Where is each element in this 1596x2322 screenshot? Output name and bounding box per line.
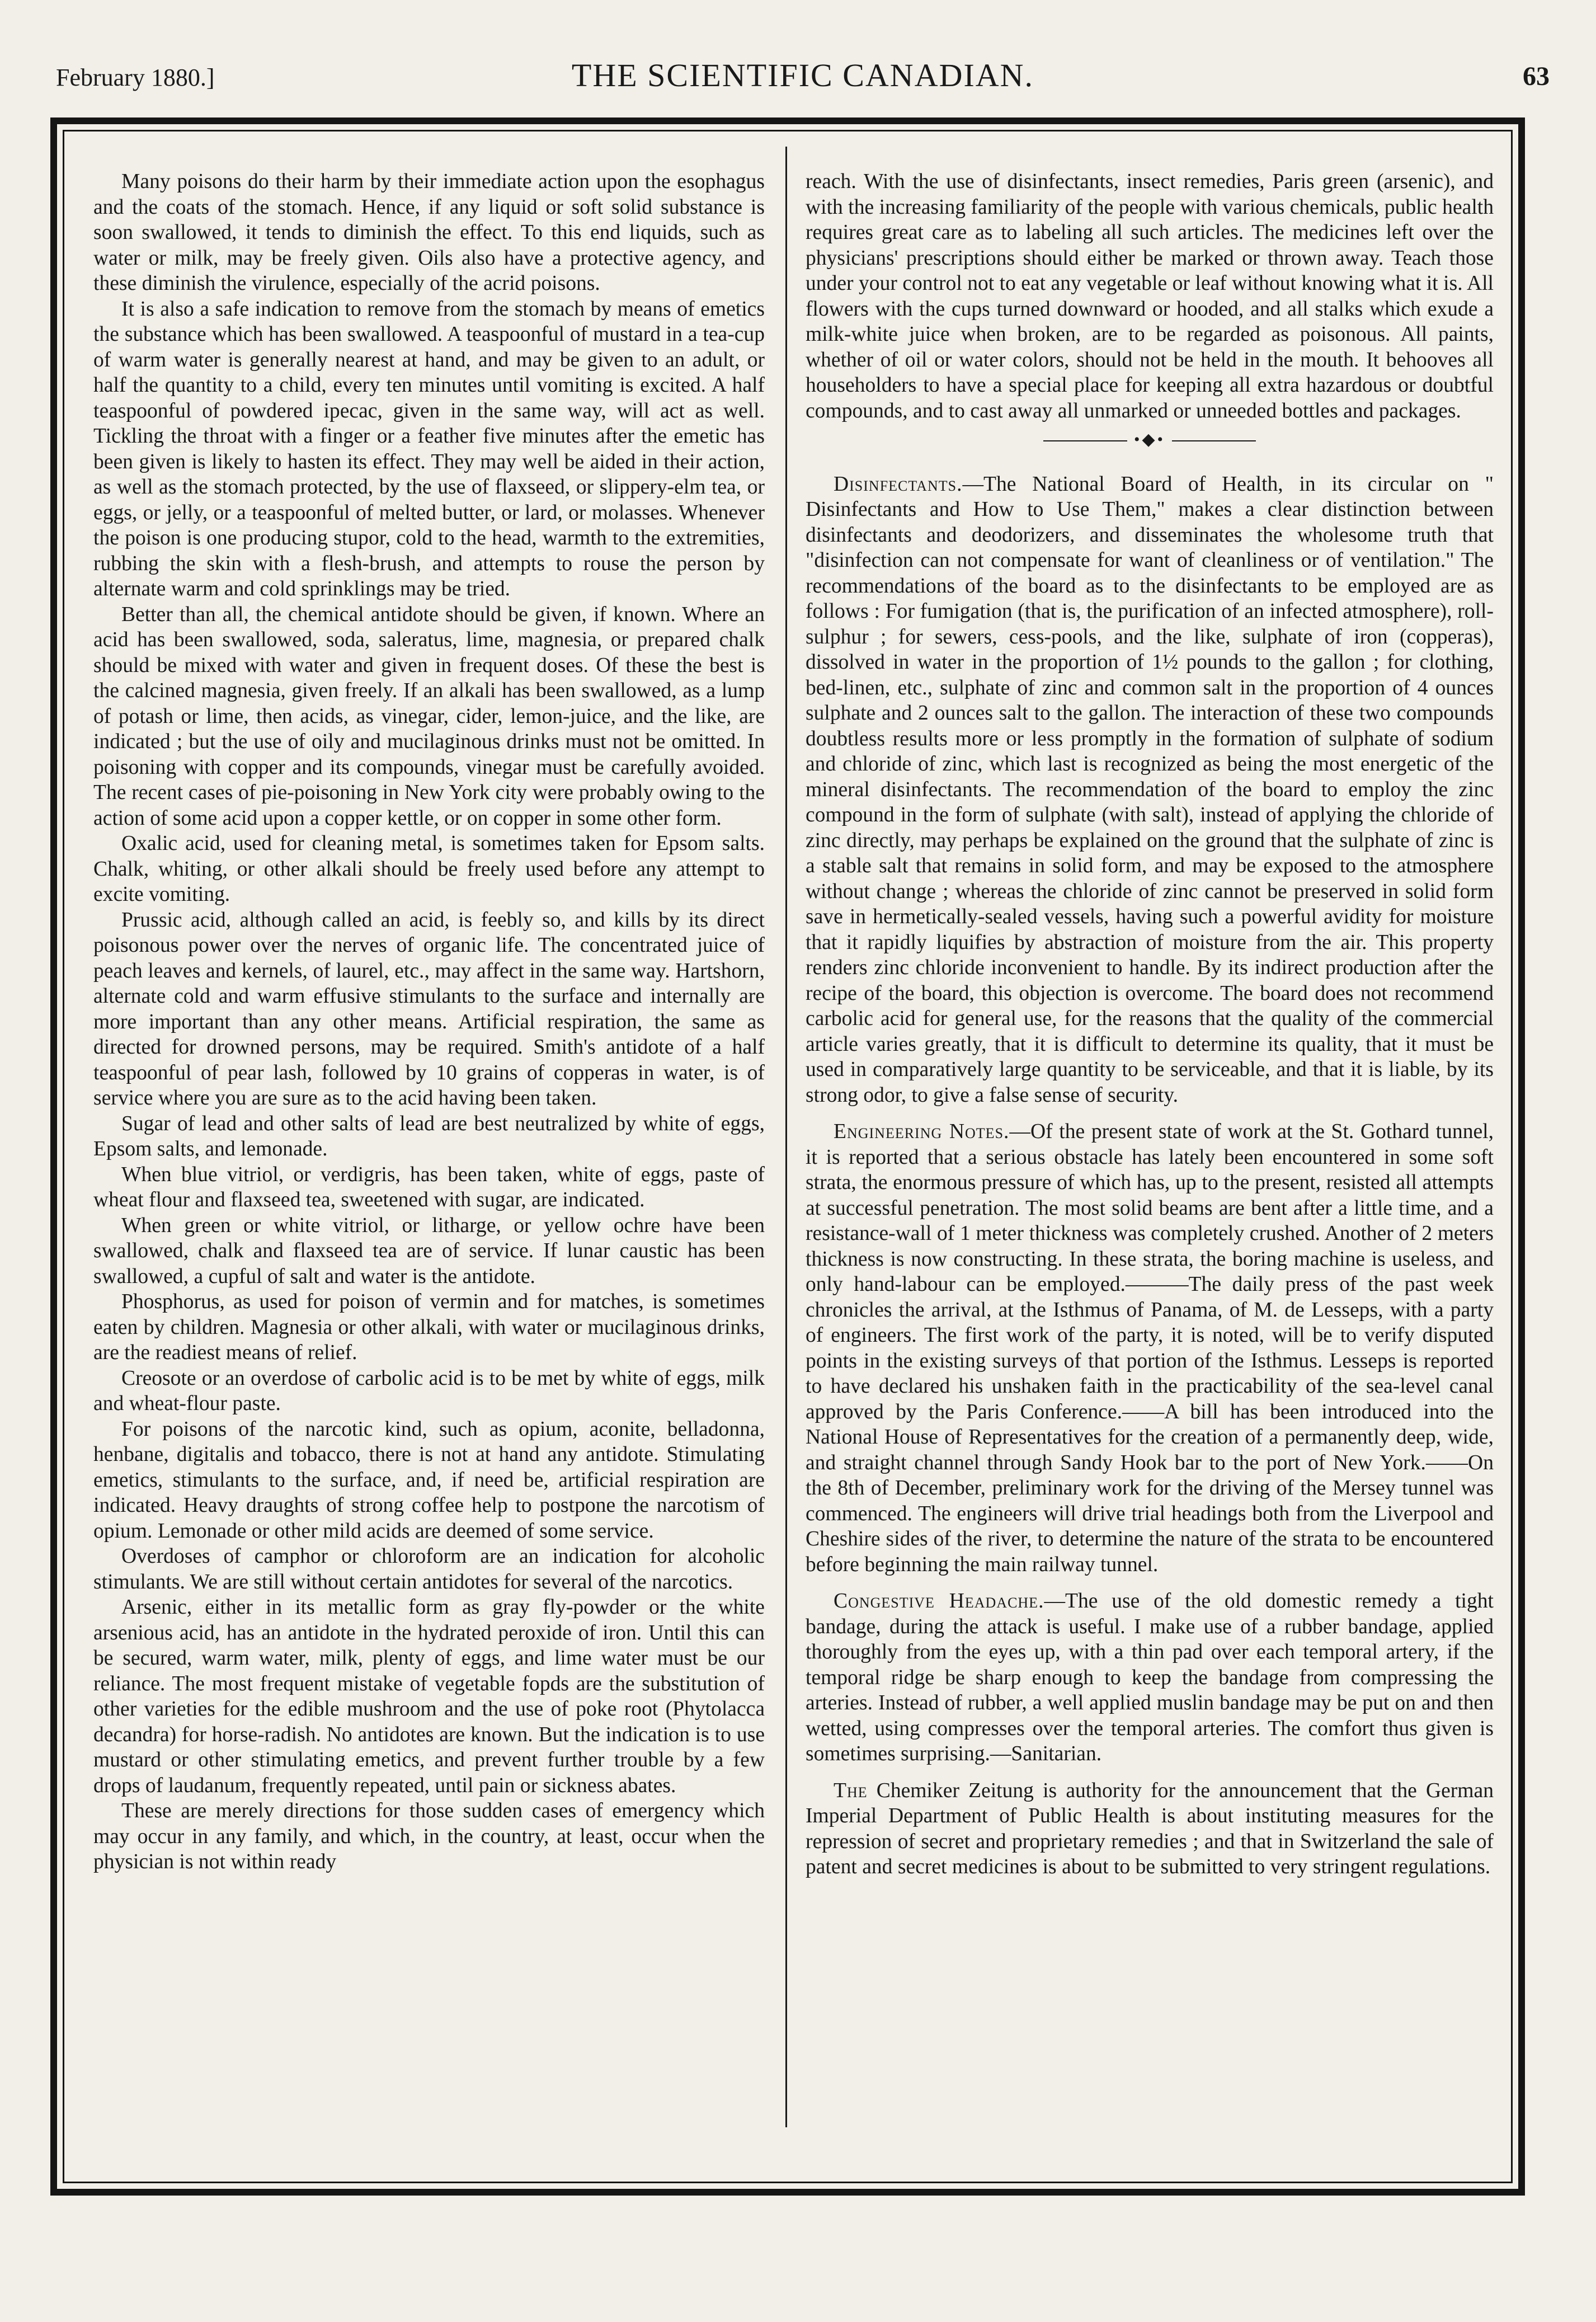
page-frame xyxy=(50,117,1525,2196)
paragraph: Oxalic acid, used for cleaning metal, is sometimes taken for Epsom salts. Chalk, whiting, or other alkali should be freely used before any attempt to excite vomiting. xyxy=(93,832,765,906)
article-heading: The xyxy=(834,1779,868,1802)
paragraph: Better than all, the chemical antidote should be given, if known. Where an acid has been swallowed, soda, saleratus, lime, magnesia, or prepared chalk should be mixed with water and given in frequent doses. Of these the best is the calcined magnesia, given freely. If an alkali has been swallowed, as a lump of potash or lime, then acids, as vinegar, cider, lemon-juice, and the like, are indicated ; but the use of oily and mucilaginous drinks must not be omitted. In poisoning with copper and its compounds, vinegar must be carefully avoided. The recent cases of pie-poisoning in New York city were probably owing to the action of some acid upon a copper kettle, or on copper in some other form. xyxy=(93,603,765,830)
paragraph: Many poisons do their harm by their immediate action upon the esophagus and the coats of the stomach. Hence, if any liquid or soft solid substance is soon swallowed, it tends to diminish the effect. To this end liquids, such as water or milk, may be freely given. Oils also have a protective agency, and these diminish the virulence, especially of the acrid poisons. xyxy=(93,170,765,295)
paragraph: Prussic acid, although called an acid, is feebly so, and kills by its direct poisonous power over the nerves of organic life. The concentrated juice of peach leaves and kernels, of laurel, etc., may affect in the same way. Hartshorn, alternate cold and warm effusive stimulants to the surface and internally are more important than any other means. Artificial respiration, the same as directed for drowned persons, may be required. Smith's antidote of a half teaspoonful of pear lash, followed by 10 grains of copperas in water, is of service where you are sure as to the acid having been taken. xyxy=(93,908,765,1110)
issue-date: February 1880.] xyxy=(56,64,215,91)
article-body: —The National Board of Health, in its circular on " Disinfectants and How to Use Them," makes a clear distinction between disinfectants and deodorizers, and disseminates the wholesome truth that "disinfection can not compensate for want of cleanliness or of ventilation." The recommendations of the board as to the disinfectants to be employed are as follows : For fumigation (that is, the purification of an infected atmosphere), roll-sulphur ; for sewers, cess-pools, and the like, sulphate of iron (copperas), dissolved in water in the proportion of 1½ pounds to the gallon ; for clothing, bed-linen, etc., sulphate of zinc and common salt in the proportion of 4 ounces sulphate and 2 ounces salt to the gallon. The interaction of these two compounds doubtless results more or less promptly in the formation of sulphate of sodium and chloride of zinc, which last is recognized as being the most energetic of the mineral disinfectants. The recommendation of the board to employ the zinc compound in the form of sulphate (with salt), instead of applying the chloride of zinc directly, may perhaps be explained on the ground that the sulphate of zinc is a stable salt that remains in solid form, and may be exposed to the atmosphere without change ; whereas the chloride of zinc cannot be preserved in solid form save in hermetically-sealed vessels, having such a powerful avidity for moisture that it rapidly liquifies by abstraction of moisture from the air. This property renders zinc chloride inconvenient to handle. By its indirect production after the recipe of the board, this objection is overcome. The board does not recommend carbolic acid for general use, for the reasons that the quality of the commercial article varies greatly, that it is difficult to determine its quality, that it must be used in comparatively large quantity to be serviceable, and that it is liable, by its strong odor, to give a false sense of security. xyxy=(806,472,1494,1107)
article-heading: Congestive Headache. xyxy=(834,1590,1044,1613)
article-heading: Engineering Notes. xyxy=(834,1120,1010,1143)
article-body: —Of the present state of work at the St. Gothard tunnel, it is reported that a serious obstacle has lately been encountered in some soft strata, the enormous pressure of which has, up to the present, resisted all attempts at successful penetration. The most solid beams are bent after a little time, and a resistance-wall of 1 meter thickness was completely crushed. Another of 2 meters thickness is now constructing. In these strata, the boring machine is useless, and only hand-labour can be employed.———The daily press of the past week chronicles the arrival, at the Isthmus of Panama, of M. de Lesseps, with a party of engineers. The first work of the party, it is noted, will be to verify disputed points in the existing surveys of that portion of the Isthmus. Lesseps is reported to have declared his unshaken faith in the practicability of the sea-level canal approved by the Paris Conference.——A bill has been introduced into the National House of Representatives for the creation of a permanently deep, wide, and straight channel through Sandy Hook bar to the port of New York.——On the 8th of December, preliminary work for the driving of the Mersey tunnel was commenced. The engineers will drive trial headings both from the Liverpool and Cheshire sides of the river, to determine the nature of the strata to be encountered before beginning the main railway tunnel. xyxy=(806,1120,1494,1576)
paragraph: It is also a safe indication to remove from the stomach by means of emetics the substance which has been swallowed. A teaspoonful of mustard in a tea-cup of warm water is generally nearest at hand, and may be given to an adult, or half the quantity to a child, every ten minutes until vomiting is excited. A half teaspoonful of powdered ipecac, given in the same way, will act as well. Tickling the throat with a finger or a feather five minutes after the emetic has been given is likely to hasten its effect. They may well be aided in their action, as well as the stomach protected, by the use of flaxseed, or slippery-elm tea, or eggs, or jelly, or a teaspoonful of melted butter, or lard, or molasses. Whenever the poison is one producing stupor, cold to the head, warmth to the extremities, rubbing the skin with a flesh-brush, and attempts to rouse the person by alternate warm and cold sprinklings may be tried. xyxy=(93,297,765,600)
paragraph: Creosote or an overdose of carbolic acid is to be met by white of eggs, milk and wheat-flour paste. xyxy=(93,1366,765,1415)
publication-title: THE SCIENTIFIC CANADIAN. xyxy=(571,57,1034,93)
paragraph: Overdoses of camphor or chloroform are an indication for alcoholic stimulants. We are still without certain antidotes for several of the narcotics. xyxy=(93,1545,765,1594)
article-body: Chemiker Zeitung is authority for the announcement that the German Imperial Department of Public Health is about instituting measures for the repression of secret and proprietary remedies ; and that in Switzerland the sale of patent and secret medicines is about to be submitted to very stringent regulations. xyxy=(806,1779,1494,1878)
continuation-paragraph: reach. With the use of disinfectants, insect remedies, Paris green (arsenic), and with the increasing familiarity of the people with various chemicals, public health requires great care as to labeling all such articles. The medicines left over the physicians' prescriptions should either be marked or thrown away. Teach those under your control not to eat any vegetable or leaf without knowing what it is. All flowers with the cups turned downward or hooded, and all stalks which exude a milk-white juice when broken, are to be regarded as poisonous. All paints, whether of oil or water colors, should not be held in the mouth. It behooves all householders to have a special place for keeping all extra hazardous or doubtful compounds, and to cast away all unmarked or unneeded bottles and packages. xyxy=(806,170,1494,422)
paragraph: When green or white vitriol, or litharge, or yellow ochre have been swallowed, chalk and flaxseed tea are of service. If lunar caustic has been swallowed, a cupful of salt and water is the antidote. xyxy=(93,1214,765,1288)
ornament-glyph: •◆• xyxy=(1133,430,1166,449)
paragraph: For poisons of the narcotic kind, such as opium, aconite, belladonna, henbane, digitalis and tobacco, there is not at hand any antidote. Stimulating emetics, stimulants to the surface, and, if need be, artificial respiration are indicated. Heavy draughts of strong coffee help to postpone the narcotism of opium. Lemonade or other mild acids are deemed of some service. xyxy=(93,1417,765,1543)
paragraph: Phosphorus, as used for poison of vermin and for matches, is sometimes eaten by children. Magnesia or other alkali, with water or mucilaginous drinks, are the readiest means of relief. xyxy=(93,1290,765,1364)
paragraph: Arsenic, either in its metallic form as gray fly-powder or the white arsenious acid, has an antidote in the hydrated peroxide of iron. Until this can be secured, warm water, milk, plenty of eggs, and lime water must be our reliance. The most frequent mistake of vegetable fopds are the substitution of other varieties for the edible mushroom and the use of poke root (Phytolacca decandra) for horse-radish. No antidotes are known. But the indication is to use mustard or other stimulating emetics, and prevent further trouble by a few drops of laudanum, frequently repeated, until pain or sickness abates. xyxy=(93,1596,765,1797)
page-number: 63 xyxy=(1523,62,1550,91)
right-column xyxy=(806,169,1494,1880)
section-ornament xyxy=(806,427,1494,453)
paragraph: When blue vitriol, or verdigris, has been taken, white of eggs, paste of wheat flour and flaxseed tea, sweetened with sugar, are indicated. xyxy=(93,1163,765,1211)
paragraph: Sugar of lead and other salts of lead are best neutralized by white of eggs, Epsom salts, and lemonade. xyxy=(93,1112,765,1160)
ornament-rule xyxy=(1043,440,1127,441)
column-divider xyxy=(785,147,787,2127)
ornament-rule xyxy=(1172,440,1256,441)
article-chemiker-zeitung xyxy=(806,1778,1494,1880)
page-header xyxy=(56,53,1550,109)
article-heading: Disinfectants. xyxy=(834,472,963,496)
article-congestive-headache xyxy=(806,1588,1494,1767)
paragraph: These are merely directions for those sudden cases of emergency which may occur in any family, and which, in the country, at least, occur when the physician is not within ready xyxy=(93,1799,765,1873)
article-disinfectants xyxy=(806,472,1494,1108)
article-engineering-notes xyxy=(806,1119,1494,1577)
left-column xyxy=(93,169,765,1875)
article-body: —The use of the old domestic remedy a tight bandage, during the attack is useful. I make use of a rubber bandage, applied thoroughly from the eyes up, with a thin pad over each temporal artery, if the temporal ridge be sharp enough to keep the bandage from compressing the arteries. Instead of rubber, a well applied muslin bandage may be put on and then wetted, using compresses over the temporal arteries. The comfort thus given is sometimes surprising.—Sanitarian. xyxy=(806,1590,1494,1765)
